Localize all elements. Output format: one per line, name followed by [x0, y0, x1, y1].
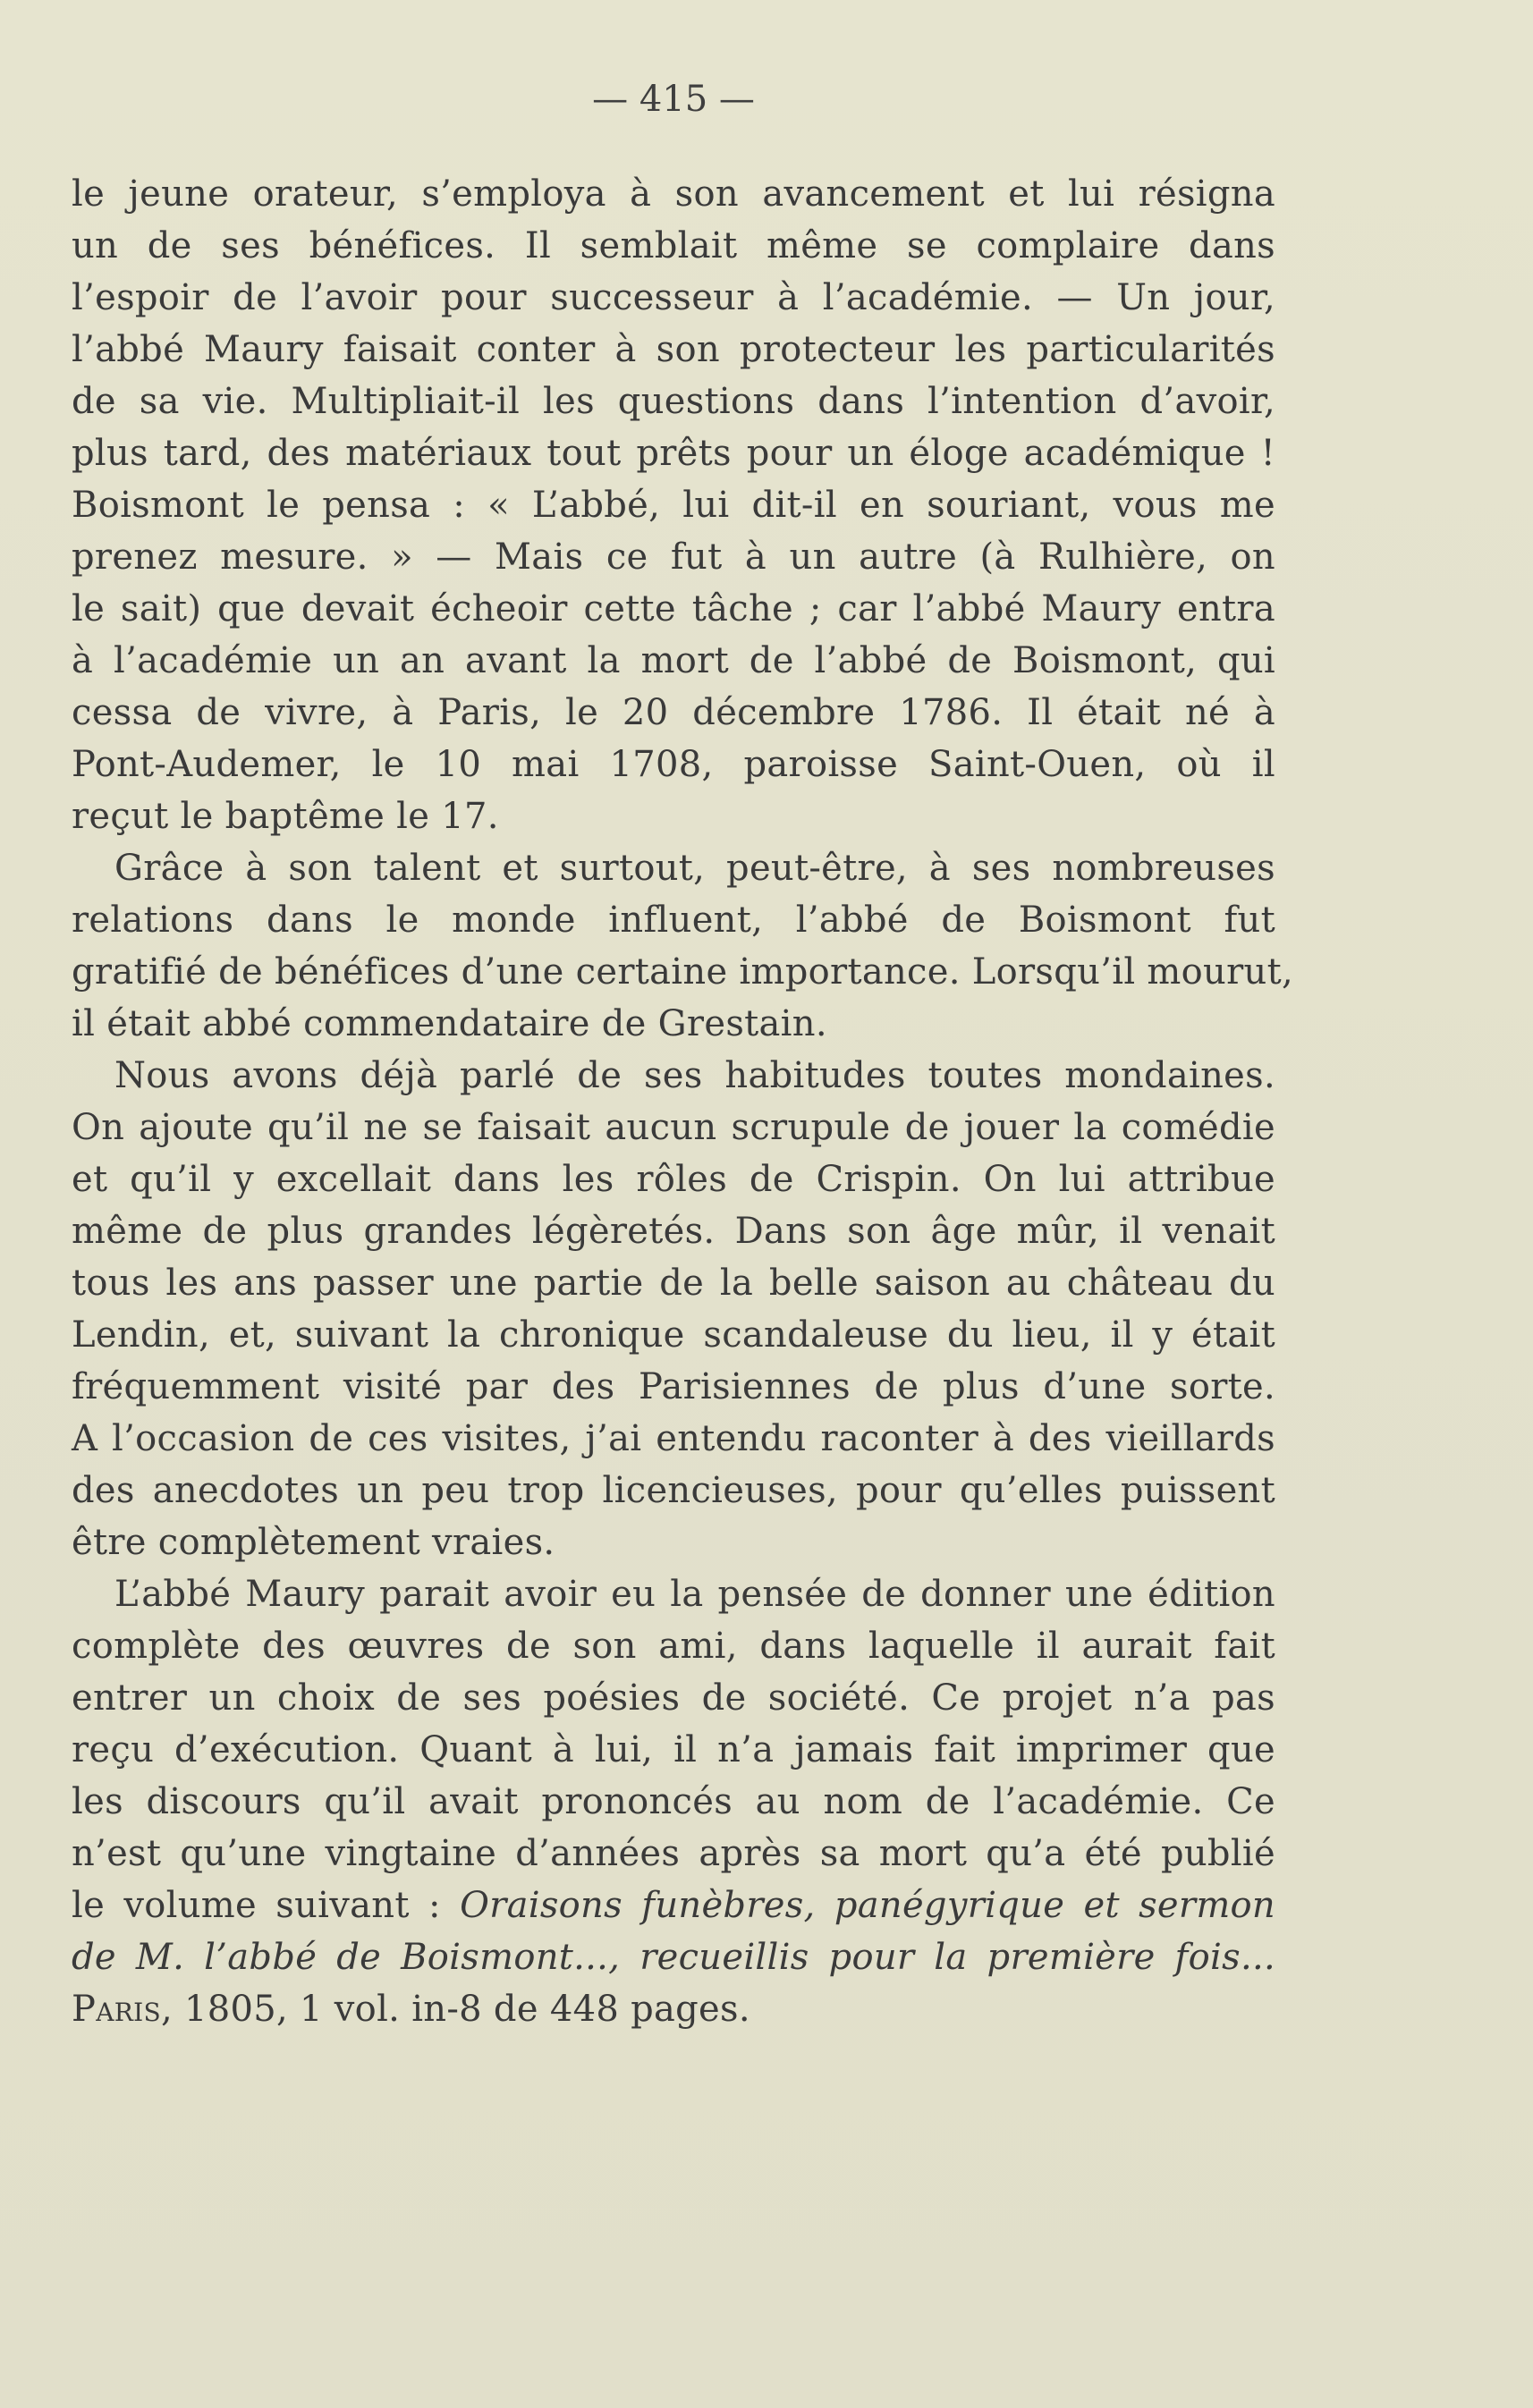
paragraph-4	[72, 1568, 1275, 2035]
text-line: Nous avons déjà parlé de ses habitudes toutes mondaines.	[114, 1055, 1275, 1096]
text-line: reçu d’exécution. Quant à lui, il n’a jamais fait imprimer que	[72, 1729, 1275, 1770]
text-line: prenez mesure. » — Mais ce fut à un autre (à Rulhière, on	[72, 537, 1275, 578]
text-line: le sait) que devait écheoir cette tâche ; car l’abbé Maury entra	[72, 588, 1275, 629]
text-line: de sa vie. Multipliait-il les questions dans l’intention d’avoir,	[72, 381, 1275, 422]
text-line: un de ses bénéfices. Il semblait même se complaire dans	[72, 225, 1275, 266]
text-fragment: le volume suivant :	[72, 1885, 461, 1926]
book-title: de M. l’abbé de Boismont..., recueillis pour la première fois...	[72, 1937, 1275, 1978]
text-line: relations dans le monde influent, l’abbé de Boismont fut	[72, 900, 1275, 941]
text-line: L’abbé Maury parait avoir eu la pensée de donner une édition	[114, 1574, 1275, 1615]
text-line: gratifié de bénéfices d’une certaine importance. Lorsqu’il mourut,	[72, 951, 1293, 993]
imprint-details: , 1805, 1 vol. in-8 de 448 pages.	[160, 1989, 750, 2030]
imprint-line	[72, 1983, 1275, 2035]
text-line: même de plus grandes légèretés. Dans son âge mûr, il venait	[72, 1211, 1275, 1252]
text-line: n’est qu’une vingtaine d’années après sa mort qu’a été publié	[72, 1833, 1275, 1874]
imprint-place: Paris	[72, 1989, 161, 2030]
text-line: les discours qu’il avait prononcés au nom de l’académie. Ce	[72, 1781, 1275, 1822]
paragraph-2	[72, 842, 1293, 1050]
text-line: complète des œuvres de son ami, dans laquelle il aurait fait	[72, 1626, 1275, 1667]
text-line: Grâce à son talent et surtout, peut-être, à ses nombreuses	[114, 848, 1275, 889]
text-line: reçut le baptême le 17.	[72, 796, 499, 837]
text-line: On ajoute qu’il ne se faisait aucun scrupule de jouer la comédie	[72, 1107, 1275, 1148]
text-line: et qu’il y excellait dans les rôles de Crispin. On lui attribue	[72, 1159, 1275, 1200]
text-line: l’abbé Maury faisait conter à son protecteur les particularités	[72, 329, 1275, 370]
text-line: Pont-Audemer, le 10 mai 1708, paroisse Saint-Ouen, où il	[72, 744, 1275, 785]
text-line: cessa de vivre, à Paris, le 20 décembre 1786. Il était né à	[72, 692, 1275, 733]
text-line: tous les ans passer une partie de la belle saison au château du	[72, 1263, 1275, 1304]
text-line: il était abbé commendataire de Grestain.	[72, 1003, 827, 1044]
paragraph-1	[72, 168, 1275, 842]
text-line: des anecdotes un peu trop licencieuses, pour qu’elles puissent	[72, 1470, 1275, 1511]
text-line	[72, 1880, 1275, 1931]
text-line: entrer un choix de ses poésies de société. Ce projet n’a pas	[72, 1677, 1275, 1719]
text-line: être complètement vraies.	[72, 1522, 555, 1563]
text-line: à l’académie un an avant la mort de l’abbé de Boismont, qui	[72, 640, 1275, 681]
text-line: Boismont le pensa : « L’abbé, lui dit-il en souriant, vous me	[72, 485, 1275, 526]
text-line: plus tard, des matériaux tout prêts pour un éloge académique !	[72, 433, 1275, 474]
text-line: fréquemment visité par des Parisiennes de plus d’une sorte.	[72, 1366, 1275, 1407]
text-line: A l’occasion de ces visites, j’ai entendu raconter à des vieillards	[72, 1418, 1275, 1459]
paragraph-3	[72, 1050, 1275, 1568]
text-line: Lendin, et, suivant la chronique scandaleuse du lieu, il y était	[72, 1314, 1275, 1356]
body-text	[72, 168, 1293, 2035]
text-line: l’espoir de l’avoir pour successeur à l’académie. — Un jour,	[72, 277, 1275, 318]
book-title: Oraisons funèbres, panégyrique et sermon	[460, 1885, 1275, 1926]
page-number: — 415 —	[592, 79, 755, 120]
text-line: le jeune orateur, s’employa à son avancement et lui résigna	[72, 173, 1275, 215]
